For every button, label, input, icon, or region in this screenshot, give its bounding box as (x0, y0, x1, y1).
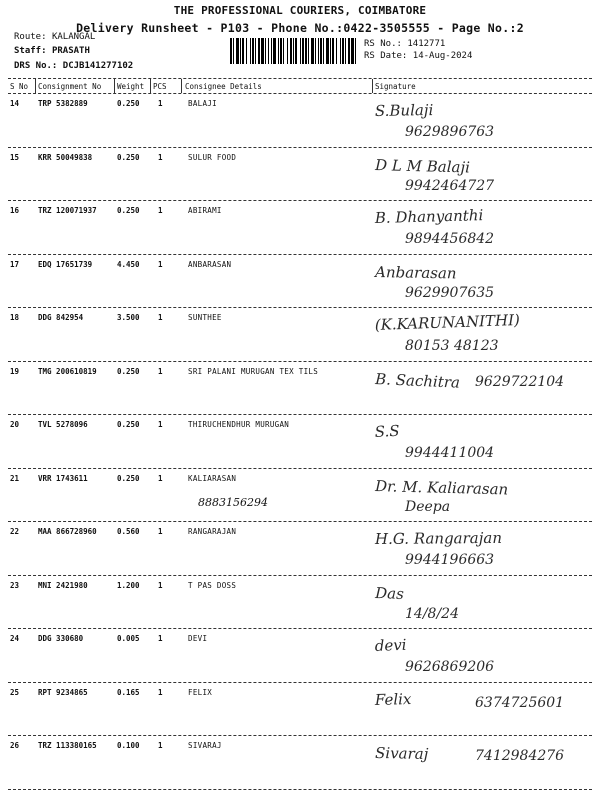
signature-phone: 80153 48123 (405, 338, 499, 354)
cell-pcs: 1 (158, 99, 163, 108)
cell-consignee: FELIX (188, 687, 213, 697)
cell-weight: 0.250 (117, 420, 140, 429)
table-row (8, 415, 592, 469)
signature-name: Das (374, 583, 405, 603)
rs-no-line (364, 39, 445, 49)
cell-sno: 15 (10, 152, 20, 162)
route-line (14, 32, 95, 42)
signature-phone: Deepa (405, 498, 451, 515)
cell-pcs: 1 (158, 687, 163, 697)
cell-sno: 23 (10, 580, 20, 590)
cell-sno: 21 (10, 473, 20, 483)
table-row (8, 576, 592, 630)
drs-line (14, 61, 133, 71)
table-row (8, 94, 592, 148)
cell-consignee: ANBARASAN (188, 259, 232, 269)
cell-consignment-no: VRR 1743611 (38, 473, 88, 483)
cell-consignee: DEVI (188, 634, 208, 643)
cell-consignee: SULUR FOOD (188, 152, 237, 162)
table-row (8, 362, 592, 416)
cell-consignee: SRI PALANI MURUGAN TEX TILS (188, 366, 319, 376)
signature-phone: 9629722104 (475, 373, 565, 390)
col-header-weight: Weight (117, 82, 145, 91)
cell-weight: 0.005 (117, 634, 140, 643)
cell-consignee: KALIARASAN (188, 473, 237, 483)
signature-phone: 9944196663 (405, 552, 495, 568)
cell-sno: 22 (10, 527, 20, 536)
signature-name: Dr. M. Kaliarasan (374, 476, 509, 498)
col-divider (150, 79, 151, 93)
table-row (8, 255, 592, 309)
signature-handwriting (365, 203, 595, 253)
cell-weight: 4.450 (117, 259, 140, 269)
rs-no-value: 1412771 (407, 39, 446, 49)
cell-consignment-no: DDG 330680 (38, 634, 84, 643)
route-label: Route: (14, 32, 47, 42)
barcode-image (230, 38, 356, 64)
drs-value: DCJB141277102 (62, 61, 134, 71)
signature-phone: 9626869206 (405, 659, 495, 675)
cell-pcs: 1 (158, 473, 163, 483)
cell-weight: 0.100 (117, 741, 140, 750)
cell-pcs: 1 (158, 527, 163, 536)
cell-consignment-no: MAA 866728960 (38, 527, 97, 536)
signature-phone: 9894456842 (405, 231, 495, 247)
cell-consignment-no: TRP 5382889 (38, 99, 88, 108)
table-row (8, 201, 592, 255)
signature-handwriting (365, 310, 595, 360)
cell-consignment-no: RPT 9234865 (38, 687, 88, 697)
table-row (8, 308, 592, 362)
signature-name: (K.KARUNANITHI) (374, 310, 521, 334)
signature-handwriting (365, 364, 595, 414)
cell-sno: 17 (10, 259, 20, 269)
staff-value: PRASATH (51, 46, 90, 56)
rs-date-label: RS Date: (364, 51, 408, 61)
rs-date-line (364, 51, 472, 61)
cell-consignee: SIVARAJ (188, 741, 222, 750)
signature-name: Sivaraj (374, 744, 429, 763)
cell-sno: 20 (10, 420, 20, 429)
cell-consignee: T PAS DOSS (188, 580, 237, 590)
signature-name: Felix (374, 689, 412, 709)
cell-pcs: 1 (158, 366, 163, 376)
signature-handwriting (365, 471, 595, 521)
col-header-pcs: PCS (153, 82, 167, 91)
cell-consignment-no: MNI 2421980 (38, 580, 88, 590)
col-divider (114, 79, 115, 93)
cell-weight: 0.250 (117, 473, 140, 483)
cell-sno: 18 (10, 313, 20, 322)
cell-weight: 0.250 (117, 152, 140, 162)
staff-label: Staff: (14, 46, 47, 56)
cell-consignee: THIRUCHENDHUR MURUGAN (188, 420, 290, 429)
cell-pcs: 1 (158, 206, 163, 215)
cell-weight: 0.165 (117, 687, 140, 697)
cell-weight: 0.250 (117, 99, 140, 108)
route-value: KALANGAL (51, 32, 96, 42)
rs-date-value: 14-Aug-2024 (412, 51, 473, 61)
staff-line (14, 46, 90, 56)
signature-handwriting (365, 96, 595, 146)
col-header-consignee: Consignee Details (185, 82, 262, 91)
signature-handwriting (365, 150, 595, 200)
cell-consignee: BALAJI (188, 99, 217, 108)
cell-pcs: 1 (158, 152, 163, 162)
signature-handwriting (365, 685, 595, 735)
cell-pcs: 1 (158, 420, 163, 429)
col-header-consignment: Consignment No (38, 82, 102, 91)
signature-handwriting (365, 631, 595, 681)
signature-name: S.S (374, 421, 400, 441)
row-separator (8, 789, 592, 790)
cell-sno: 16 (10, 206, 20, 215)
runsheet-title: Delivery Runsheet - P103 - Phone No.:0422-3505555 - Page No.:2 (76, 21, 524, 35)
cell-weight: 0.560 (117, 527, 140, 536)
signature-phone: 9629896763 (405, 124, 495, 140)
signature-name: devi (374, 635, 407, 655)
signature-handwriting (365, 524, 595, 574)
cell-consignee: SUNTHEE (188, 313, 222, 322)
col-divider (35, 79, 36, 93)
table-row (8, 522, 592, 576)
cell-consignment-no: TRZ 120071937 (38, 206, 97, 215)
cell-consignment-no: KRR 50049838 (38, 152, 93, 162)
cell-pcs: 1 (158, 741, 163, 750)
signature-handwriting (365, 417, 595, 467)
signature-name: H.G. Rangarajan (374, 528, 503, 548)
col-header-signature: Signature (375, 82, 416, 91)
signature-phone: 9944411004 (405, 445, 495, 461)
signature-handwriting (365, 257, 595, 307)
signature-phone: 9942464727 (405, 177, 495, 194)
col-header-sno: S No (10, 82, 29, 91)
cell-pcs: 1 (158, 259, 163, 269)
cell-pcs: 1 (158, 634, 163, 643)
cell-sno: 24 (10, 634, 20, 643)
table-row (8, 629, 592, 683)
rs-no-label: RS No.: (364, 39, 402, 49)
cell-sno: 14 (10, 99, 20, 108)
cell-consignment-no: TRZ 113380165 (38, 741, 97, 750)
cell-weight: 0.250 (117, 366, 140, 376)
signature-phone: 9629907635 (405, 284, 495, 301)
drs-label: DRS No.: (14, 61, 58, 71)
header-top-rule (8, 78, 592, 79)
cell-consignment-no: TMG 200610819 (38, 366, 97, 376)
signature-handwriting (365, 738, 595, 788)
cell-consignment-no: DDG 842954 (38, 313, 84, 322)
col-divider (372, 79, 373, 93)
table-row (8, 148, 592, 202)
signature-name: B. Dhanyanthi (374, 206, 484, 227)
signature-name: Anbarasan (374, 262, 457, 282)
cell-weight: 0.250 (117, 206, 140, 215)
cell-sno: 25 (10, 687, 20, 697)
cell-consignee: RANGARAJAN (188, 527, 237, 536)
table-row (8, 683, 592, 737)
cell-sno: 19 (10, 366, 20, 376)
cell-pcs: 1 (158, 313, 163, 322)
handwritten-phone-note: 8883156294 (198, 495, 268, 509)
table-row (8, 469, 592, 523)
signature-name: B. Sachitra (374, 369, 461, 392)
signature-handwriting (365, 578, 595, 628)
cell-consignee: ABIRAMI (188, 206, 222, 215)
table-row (8, 736, 592, 790)
cell-consignment-no: TVL 5278096 (38, 420, 88, 429)
cell-weight: 3.500 (117, 313, 140, 322)
cell-sno: 26 (10, 741, 20, 750)
signature-phone: 6374725601 (475, 694, 565, 711)
signature-phone: 14/8/24 (405, 605, 459, 622)
company-title: THE PROFESSIONAL COURIERS, COIMBATORE (173, 4, 427, 17)
col-divider (181, 79, 182, 93)
signature-name: S.Bulaji (374, 100, 434, 120)
signature-phone: 7412984276 (475, 748, 565, 764)
cell-weight: 1.200 (117, 580, 140, 590)
cell-consignment-no: EDQ 17651739 (38, 259, 93, 269)
cell-pcs: 1 (158, 580, 163, 590)
signature-name: D L M Balaji (374, 155, 471, 176)
